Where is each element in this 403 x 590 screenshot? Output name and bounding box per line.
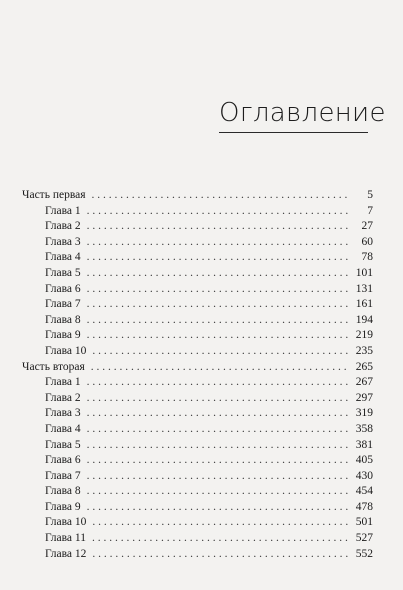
toc-page-number: 161	[355, 298, 373, 311]
toc-page-number: 219	[355, 329, 373, 342]
toc-chapter-entry	[22, 266, 373, 282]
dot-leader	[92, 344, 349, 360]
toc-page-number: 101	[355, 266, 373, 279]
toc-chapter-entry	[22, 313, 373, 329]
dot-leader	[91, 360, 349, 376]
toc-entry-label: Глава 10	[45, 516, 87, 529]
toc-page-number: 7	[367, 204, 373, 217]
dot-leader	[87, 219, 349, 235]
toc-entry-label: Глава 1	[45, 376, 81, 389]
dot-leader	[87, 375, 349, 391]
dot-leader	[87, 469, 349, 485]
toc-chapter-entry	[22, 453, 373, 469]
toc-chapter-entry	[22, 204, 373, 220]
title-underline	[219, 132, 368, 133]
toc-entry-label: Глава 11	[45, 532, 86, 545]
toc-entry-label: Глава 2	[45, 391, 81, 404]
toc-page-number: 235	[355, 344, 373, 357]
toc-entry-label: Глава 3	[45, 407, 81, 420]
toc-page-number: 478	[355, 500, 373, 513]
toc-entry-label: Глава 4	[45, 422, 81, 435]
toc-entry-label: Глава 8	[45, 313, 81, 326]
toc-chapter-entry	[22, 406, 373, 422]
dot-leader	[87, 250, 349, 266]
toc-chapter-entry	[22, 500, 373, 516]
toc-entry-label: Глава 6	[45, 282, 81, 295]
dot-leader	[87, 235, 349, 251]
dot-leader	[92, 547, 349, 563]
toc-chapter-entry	[22, 531, 373, 547]
toc-entry-label: Глава 1	[45, 204, 81, 217]
toc-entry-label: Глава 9	[45, 500, 81, 513]
dot-leader	[92, 188, 349, 204]
toc-part-entry	[22, 188, 373, 204]
toc-chapter-entry	[22, 282, 373, 298]
dot-leader	[87, 297, 349, 313]
toc-entry-label: Глава 3	[45, 235, 81, 248]
toc-page-number: 430	[355, 469, 373, 482]
toc-page-number: 27	[361, 220, 373, 233]
toc-entry-label: Глава 6	[45, 454, 81, 467]
page-title: Оглавление	[219, 98, 386, 128]
dot-leader	[87, 204, 349, 220]
toc-entry-label: Часть вторая	[22, 360, 85, 373]
dot-leader	[87, 438, 349, 454]
toc-chapter-entry	[22, 547, 373, 563]
toc-page-number: 297	[355, 391, 373, 404]
dot-leader	[87, 266, 349, 282]
dot-leader	[87, 406, 349, 422]
table-of-contents	[22, 188, 373, 562]
toc-page-number: 527	[355, 532, 373, 545]
toc-chapter-entry	[22, 375, 373, 391]
toc-entry-label: Часть первая	[22, 189, 86, 201]
dot-leader	[92, 515, 349, 531]
toc-entry-label: Глава 5	[45, 266, 81, 279]
toc-page-number: 194	[355, 313, 373, 326]
toc-entry-label: Глава 10	[45, 344, 87, 357]
dot-leader	[87, 313, 349, 329]
toc-part-entry	[22, 360, 373, 376]
toc-chapter-entry	[22, 422, 373, 438]
toc-page-number: 358	[355, 422, 373, 435]
toc-chapter-entry	[22, 391, 373, 407]
toc-page-number: 501	[355, 516, 373, 529]
toc-page-number: 319	[355, 407, 373, 420]
toc-chapter-entry	[22, 344, 373, 360]
toc-chapter-entry	[22, 297, 373, 313]
toc-chapter-entry	[22, 484, 373, 500]
toc-entry-label: Глава 4	[45, 251, 81, 264]
toc-page-number: 265	[355, 360, 373, 373]
toc-entry-label: Глава 7	[45, 298, 81, 311]
dot-leader	[87, 282, 349, 298]
toc-chapter-entry	[22, 328, 373, 344]
toc-page-number: 405	[355, 454, 373, 467]
toc-page-number: 78	[361, 251, 373, 264]
dot-leader	[87, 484, 349, 500]
dot-leader	[87, 391, 349, 407]
toc-entry-label: Глава 5	[45, 438, 81, 451]
toc-entry-label: Глава 7	[45, 469, 81, 482]
toc-chapter-entry	[22, 515, 373, 531]
toc-entry-label: Глава 2	[45, 220, 81, 233]
toc-chapter-entry	[22, 438, 373, 454]
toc-page-number: 454	[355, 485, 373, 498]
toc-chapter-entry	[22, 219, 373, 235]
toc-chapter-entry	[22, 235, 373, 251]
toc-page-number: 552	[355, 547, 373, 560]
toc-entry-label: Глава 8	[45, 485, 81, 498]
dot-leader	[92, 531, 349, 547]
toc-chapter-entry	[22, 469, 373, 485]
dot-leader	[87, 328, 349, 344]
dot-leader	[87, 453, 349, 469]
dot-leader	[87, 422, 349, 438]
toc-page-number: 5	[367, 189, 373, 201]
toc-entry-label: Глава 9	[45, 329, 81, 342]
dot-leader	[87, 500, 349, 516]
toc-page-number: 267	[355, 376, 373, 389]
toc-page-number: 131	[355, 282, 373, 295]
toc-entry-label: Глава 12	[45, 547, 87, 560]
toc-page-number: 381	[355, 438, 373, 451]
toc-chapter-entry	[22, 250, 373, 266]
toc-page-number: 60	[361, 235, 373, 248]
